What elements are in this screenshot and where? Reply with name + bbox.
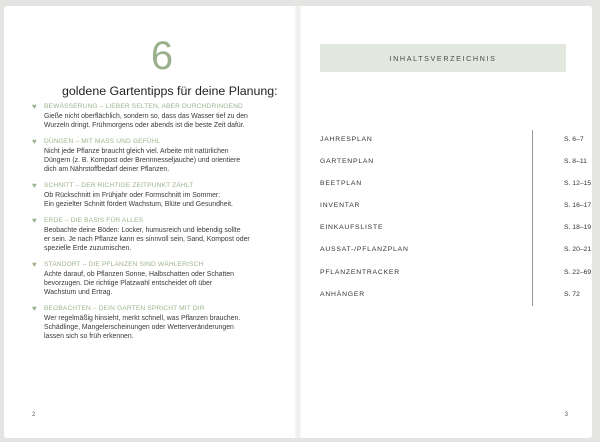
tip-body-line: Gieße nicht oberflächlich, sondern so, dass das Wasser tief zu den [44,113,248,120]
toc-entry-label: EINKAUFSLISTE [320,224,384,232]
toc-title: INHALTSVERZEICHNIS [389,53,497,63]
toc-entry-label: PFLANZENTRACKER [320,268,400,276]
toc-row [320,174,592,196]
tip-body [32,147,282,174]
tip-heading [32,260,282,270]
toc-row [320,240,592,262]
tip-item [32,181,282,209]
tip-body [32,270,282,297]
toc-entry-page: S. 12–15 [564,180,592,188]
tip-body-line: er sein. Je nach Pflanze kann es sinnvoll sein, Sand, Kompost oder [44,236,250,243]
tip-heading [32,102,282,112]
tip-heading-text: DÜNGEN – MIT MASS UND GEFÜHL [44,138,161,145]
toc-entry-page: S. 22–69 [564,268,592,276]
toc-entry-page: S. 16–17 [564,202,592,210]
heart-icon: ♥ [32,304,37,313]
toc-title-bar [320,44,566,72]
tip-item [32,216,282,253]
heart-icon: ♥ [32,181,37,190]
tip-heading-text: BEOBACHTEN – DEIN GARTEN SPRICHT MIT DIR [44,305,205,312]
tip-body [32,314,282,341]
right-page [298,6,592,438]
tips-count-number: 6 [150,34,174,78]
toc-entry-label: INVENTAR [320,202,361,210]
toc-entry-page: S. 6–7 [564,136,584,143]
page-number-right: 3 [564,412,568,418]
tip-body-line: Ein gezielter Schnitt fördert Wachstum, Blüte und Gesundheit. [44,201,233,208]
tip-body [32,191,282,209]
heart-icon: ♥ [32,102,37,111]
page-number-left: 2 [32,412,36,418]
toc-row [320,218,592,240]
toc-row [320,263,592,285]
heart-icon: ♥ [32,260,37,269]
left-page [4,6,298,438]
tip-body-line: bevorzugen. Die richtige Platzwahl entscheidet oft über [44,280,213,287]
tip-heading-text: STANDORT – DIE PFLANZEN SIND WÄHLERISCH [44,261,204,268]
tip-heading-text: SCHNITT – DER RICHTIGE ZEITPUNKT ZÄHLT [44,182,194,189]
tip-body-line: Schädlinge, Mangelerscheinungen oder Wetterveränderungen [44,324,234,331]
tip-body-line: Wachstum und Ertrag. [44,289,113,296]
tip-item [32,137,282,174]
tip-body-line: lassen sich so früh erkennen. [44,333,134,340]
toc-entry-label: AUSSAT-/PFLANZPLAN [320,246,409,254]
toc-entry-label: BEETPLAN [320,180,362,188]
toc-row [320,152,587,174]
tip-body [32,226,282,253]
toc-entry-page: S. 72 [564,290,580,298]
tip-item [32,260,282,297]
book-gutter [294,6,302,438]
toc-list [320,130,592,307]
tip-body [32,112,282,130]
heart-icon: ♥ [32,216,37,225]
toc-row [320,130,584,152]
tips-headline: goldene Gartentipps für deine Planung: [62,84,278,98]
tip-body-line: Wurzeln dringt. Frühmorgens oder abends ist die beste Zeit dafür. [44,122,245,129]
toc-entry-page: S. 18–19 [564,224,592,232]
tip-heading [32,181,282,191]
tip-heading [32,137,282,147]
tip-body-line: Nicht jede Pflanze braucht gleich viel. Arbeite mit natürlichen [44,148,229,155]
tip-body-line: dich am Nährstoffbedarf deiner Pflanzen. [44,166,170,173]
tip-body-line: Wer regelmäßig hinsieht, merkt schnell, was Pflanzen brauchen. [44,315,241,322]
tip-body-line: Achte darauf, ob Pflanzen Sonne, Halbschatten oder Schatten [44,271,235,278]
toc-entry-label: ANHÄNGER [320,290,365,298]
toc-row [320,196,592,218]
toc-entry-page: S. 20–21 [564,246,592,254]
toc-entry-page: S. 8–11 [564,158,587,166]
toc-entry-label: GARTENPLAN [320,158,374,166]
tip-heading [32,216,282,226]
toc-entry-label: JAHRESPLAN [320,136,373,143]
tip-heading-text: ERDE – DIE BASIS FÜR ALLES [44,217,144,224]
toc-row [320,285,580,307]
tip-item [32,102,282,130]
tip-body-line: Ob Rückschnitt im Frühjahr oder Formschnitt im Sommer: [44,192,221,199]
heart-icon: ♥ [32,137,37,146]
tip-body-line: Düngern (z. B. Kompost oder Brennnesseljauche) und orientiere [44,157,241,164]
tips-list [32,102,282,348]
tip-heading [32,304,282,314]
tip-body-line: spezielle Erde zuzumischen. [44,245,132,252]
tip-item [32,304,282,341]
tip-heading-text: BEWÄSSERUNG – LIEBER SELTEN, ABER DURCHDRINGEND [44,103,243,110]
tip-body-line: Beobachte deine Böden: Locker, humusreich und lebendig sollte [44,227,241,234]
